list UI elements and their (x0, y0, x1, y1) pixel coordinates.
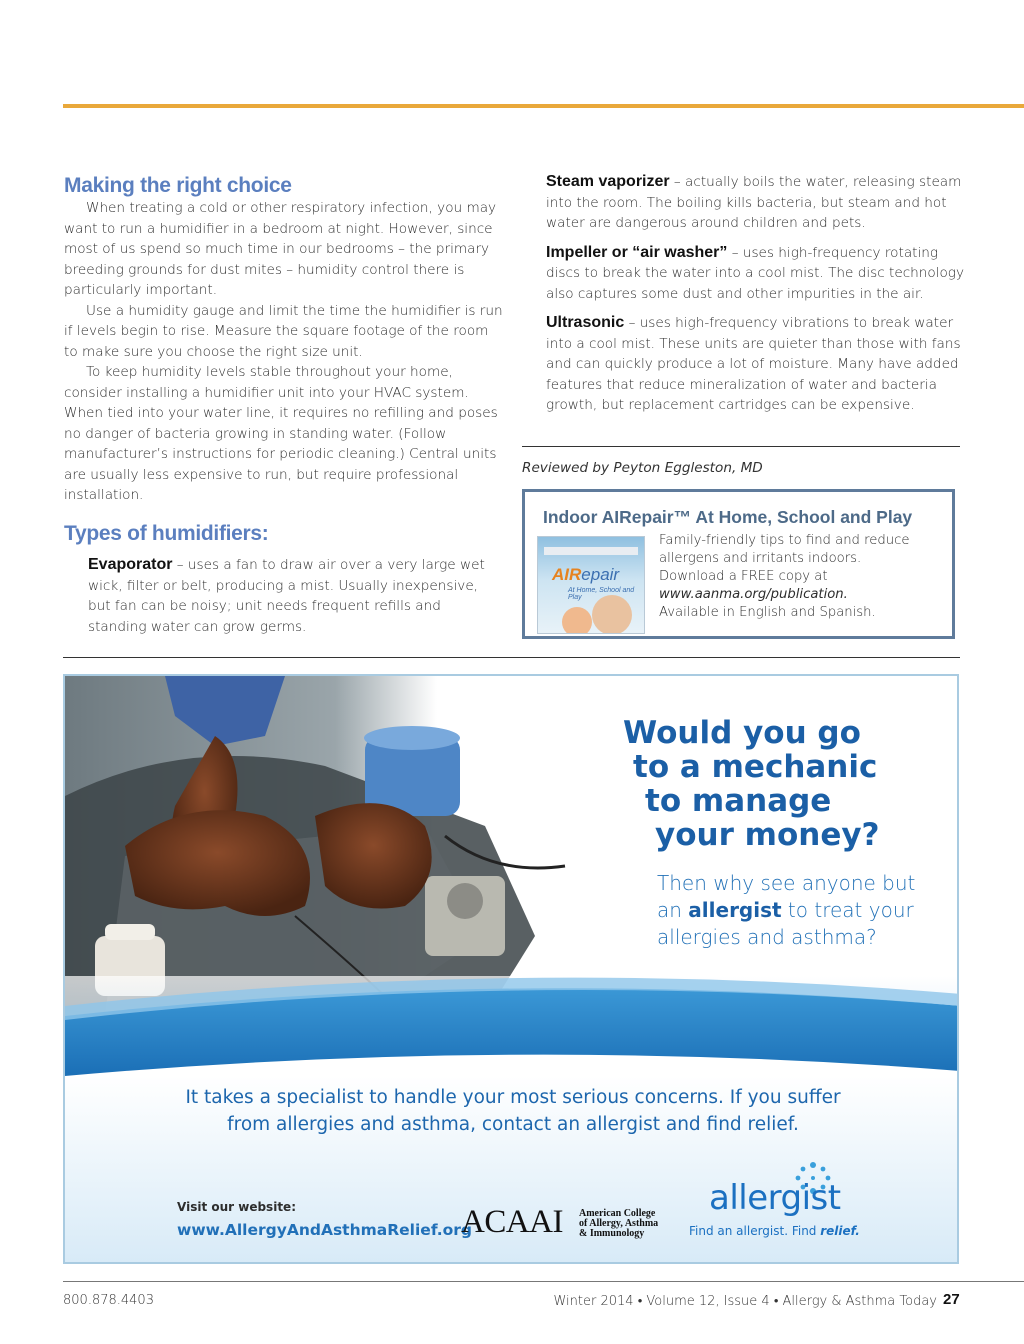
acaai-name-line3: & Immunology (579, 1228, 645, 1239)
evaporator-entry (88, 555, 503, 637)
top-accent-rule (63, 104, 1024, 108)
acaai-logo: ACAAI (461, 1204, 563, 1240)
heading-types-of-humidifiers: Types of humidifiers: (64, 522, 269, 545)
ad-sub-allergist-bold: allergist (688, 898, 782, 922)
ad-tagline (65, 1084, 959, 1138)
evaporator-text: – uses a fan to draw air over a very large wet wick, filter or belt, producing a mist. Usually inexpensive, but fan can be noisy; unit needs frequent refills and standing water can grow germs. (88, 557, 485, 635)
impeller-entry (546, 243, 966, 305)
airrepair-cover-air: AIR (552, 565, 582, 584)
ultrasonic-text: – uses high-frequency vibrations to break water into a cool mist. These units are quieter than those with fans and can quickly produce a lot of moisture. Many have added features that reduce mineralization of water and bacteria growth, but replacement cartridges can be expensive. (546, 315, 961, 413)
ad-headline-line1: Would you go (623, 715, 861, 751)
ad-headline-line4: your money? (655, 817, 880, 853)
section-divider (63, 657, 960, 658)
impeller-term: Impeller or “air washer” (546, 243, 728, 261)
ad-sub-line2-pre: an (657, 898, 689, 922)
paragraph-humidity-gauge: Use a humidity gauge and limit the time the humidifier is run if levels begin to rise. Measure the square footage of the room to make sure you choose the right size unit. (64, 302, 503, 360)
acaai-full-name (579, 1209, 658, 1239)
right-column-text (546, 172, 966, 425)
ultrasonic-term: Ultrasonic (546, 314, 625, 331)
impeller-text: – uses high-frequency rotating discs to break the water into a cool mist. The disc technology also captures some dust and other impurities in the air. (546, 244, 965, 302)
airrepair-cover-epair: epair (581, 565, 620, 584)
footer-issue-info: Winter 2014 • Volume 12, Issue 4 • Allergy & Asthma Today (553, 1294, 937, 1309)
airrepair-line3: Available in English and Spanish. (659, 605, 876, 620)
allergist-tagline-text: Find an allergist. Find (689, 1224, 821, 1238)
ad-headline-line2: to a mechanic (633, 749, 878, 785)
footer-rule (63, 1281, 1024, 1282)
ultrasonic-entry (546, 313, 966, 416)
reviewer-credit: Reviewed by Peyton Eggleston, MD (522, 460, 763, 476)
ad-sub-line1: Then why see anyone but (657, 871, 916, 895)
airrepair-description (659, 532, 949, 622)
page-number: 27 (943, 1291, 960, 1308)
airrepair-url-link[interactable]: www.aanma.org/publication. (659, 587, 848, 602)
steam-vaporizer-term: Steam vaporizer (546, 173, 670, 190)
paragraph-bedroom: When treating a cold or other respiratory infection, you may want to run a humidifier in a bedroom at night. However, since most of us spend so much time in our bedrooms – the primary breeding grounds for dust mites – humidity control there is particularly important. (64, 200, 497, 298)
website-url-link[interactable]: www.AllergyAndAsthmaRelief.org (177, 1221, 472, 1239)
heading-making-right-choice: Making the right choice (64, 174, 292, 197)
airrepair-promo-box[interactable] (522, 489, 955, 639)
acaai-name-line1: American College (579, 1208, 656, 1219)
airrepair-cover-image (537, 536, 645, 634)
ad-headline-line3: to manage (645, 783, 832, 819)
airrepair-cover-subtitle: At Home, School and Play (568, 587, 635, 601)
ad-tagline-line1: It takes a specialist to handle your most serious concerns. If you suffer (185, 1087, 841, 1108)
airrepair-line1: Family-friendly tips to find and reduce allergens and irritants indoors. (659, 533, 910, 566)
ad-sub-line3: allergies and asthma? (657, 925, 877, 949)
footer-phone: 800.878.4403 (63, 1293, 154, 1308)
allergist-tagline-relief: relief. (820, 1224, 860, 1238)
acaai-name-line2: of Allergy, Asthma (579, 1218, 659, 1229)
airrepair-title: Indoor AIRepair™ At Home, School and Play (543, 507, 913, 527)
paragraph-hvac: To keep humidity levels stable throughout your home, consider installing a humidifier unit into your HVAC system. When tied into your water line, it requires no refilling and poses no danger of bacteria growing in standing water. (Follow manufacturer’s instructions for periodic cleaning.) Central units are usually less expensive to run, but require professional installation. (64, 364, 498, 503)
ad-subheadline (657, 870, 947, 951)
visit-website-label: Visit our website: (177, 1200, 296, 1214)
allergist-tagline (689, 1224, 860, 1238)
ad-sub-line2-post: to treat your (781, 898, 914, 922)
steam-vaporizer-text: – actually boils the water, releasing steam into the room. The boiling kills bacteria, but steam and hot water are dangerous around children and pets. (546, 174, 962, 231)
allergist-logo: allergist (709, 1178, 841, 1218)
allergist-advertisement (63, 674, 959, 1264)
right-column-divider (522, 446, 960, 447)
evaporator-term: Evaporator (88, 556, 173, 573)
steam-vaporizer-entry (546, 172, 966, 234)
airrepair-line2: Download a FREE copy at (659, 569, 828, 584)
left-column-text (64, 198, 504, 506)
ad-tagline-line2: from allergies and asthma, contact an allergist and find relief. (227, 1114, 799, 1135)
